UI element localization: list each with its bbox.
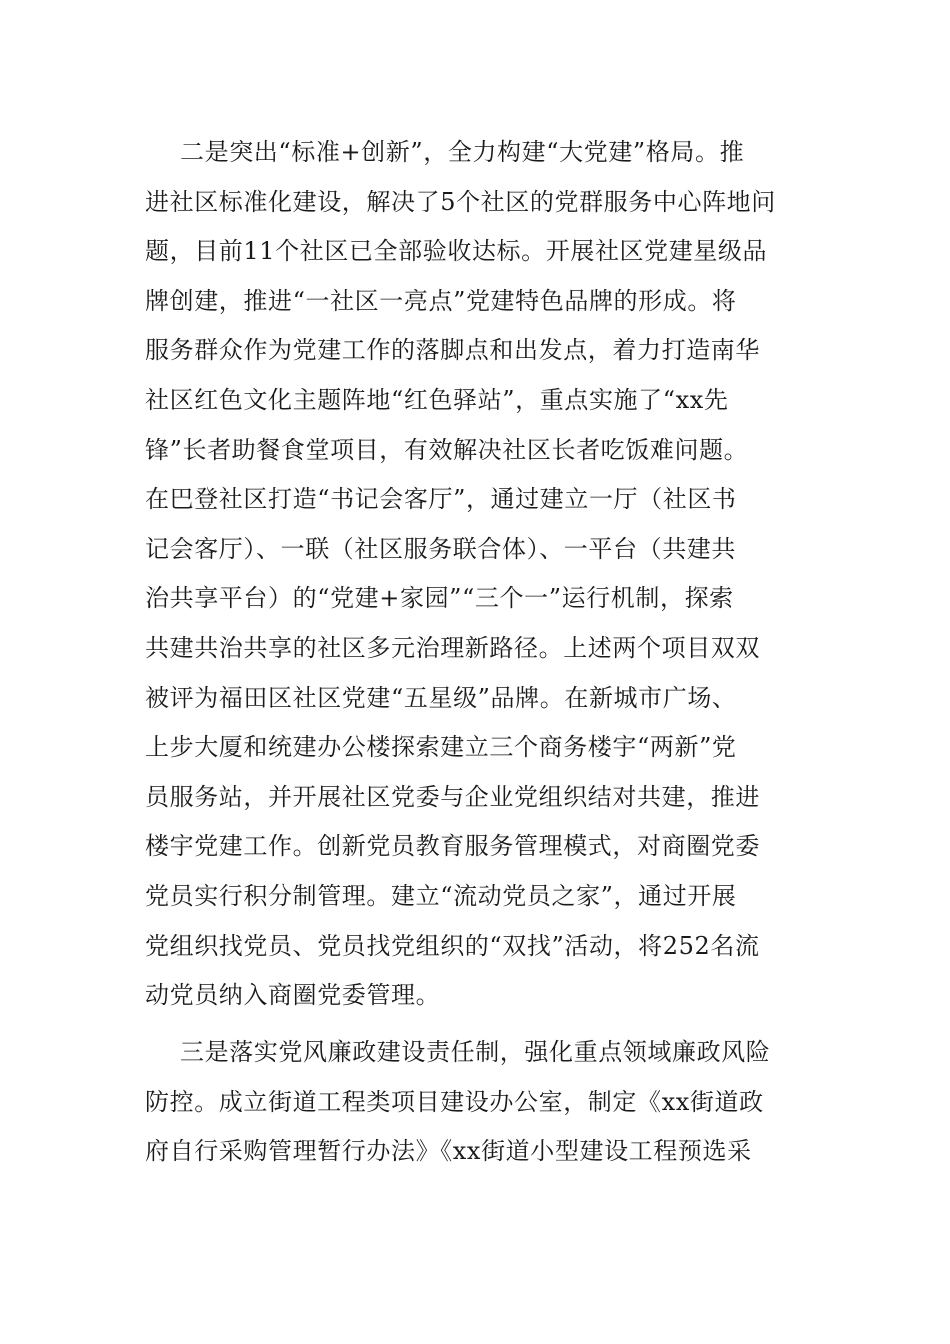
paragraph-line: 社区红色文化主题阵地“红色驿站”，重点实施了“xx先 xyxy=(145,385,729,414)
paragraph-line: 锋”长者助餐食堂项目，有效解决社区长者吃饭难问题。 xyxy=(145,435,749,464)
paragraph-line: 记会客厅）、一联（社区服务联合体）、一平台（共建共 xyxy=(145,534,736,563)
paragraph-line: 服务群众作为党建工作的落脚点和出发点，着力打造南华 xyxy=(145,336,760,365)
paragraph-line: 防控。成立街道工程类项目建设办公室，制定《xx街道政 xyxy=(145,1087,764,1116)
paragraph-line: 被评为福田区社区党建“五星级”品牌。在新城市广场、 xyxy=(145,683,737,712)
paragraph-line: 府自行采购管理暂行办法》《xx街道小型建设工程预选采 xyxy=(145,1137,752,1166)
paragraph-line: 在巴登社区打造“书记会客厅”，通过建立一厅（社区书 xyxy=(145,485,737,514)
paragraph-line: 二是突出“标准+创新”，全力构建“大党建”格局。推 xyxy=(180,138,745,166)
paragraph-line: 动党员纳入商圈党委管理。 xyxy=(145,981,441,1010)
paragraph-line: 共建共治共享的社区多元治理新路径。上述两个项目双双 xyxy=(145,633,760,662)
paragraph-line: 上步大厦和统建办公楼探索建立三个商务楼宇“两新”党 xyxy=(145,733,737,762)
paragraph-line: 治共享平台）的“党建+家园”“三个一”运行机制，探索 xyxy=(145,584,734,613)
paragraph-line: 楼宇党建工作。创新党员教育服务管理模式，对商圈党委 xyxy=(145,832,760,861)
paragraph-line: 进社区标准化建设，解决了5个社区的党群服务中心阵地问 xyxy=(145,187,776,216)
paragraph-line: 员服务站，并开展社区党委与企业党组织结对共建，推进 xyxy=(145,782,760,811)
paragraph-line: 三是落实党风廉政建设责任制，强化重点领域廉政风险 xyxy=(180,1038,771,1066)
paragraph-2 xyxy=(145,1028,810,1177)
paragraph-1 xyxy=(145,128,810,1021)
paragraph-line: 党组织找党员、党员找党组织的“双找”活动，将252名流 xyxy=(145,931,760,960)
paragraph-line: 题，目前11个社区已全部验收达标。开展社区党建星级品 xyxy=(145,237,768,266)
paragraph-line: 党员实行积分制管理。建立“流动党员之家”，通过开展 xyxy=(145,881,737,910)
paragraph-line: 牌创建，推进“一社区一亮点”党建特色品牌的形成。将 xyxy=(145,286,737,315)
